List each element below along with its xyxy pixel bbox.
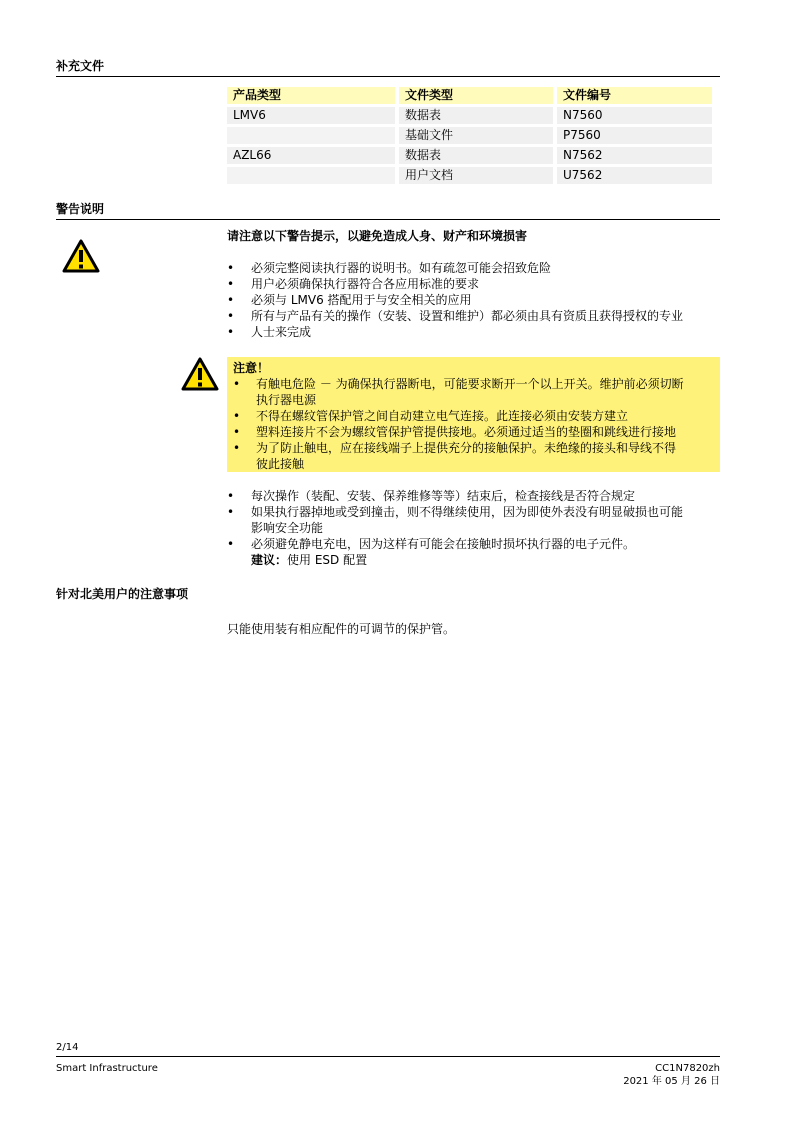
list-item-continuation — [233, 456, 712, 472]
footer-date: 2021 年 05 月 26 日 — [623, 1076, 720, 1087]
list-item-text: 影响安全功能 — [251, 521, 324, 535]
list-item-text: 执行器电源 — [256, 393, 317, 407]
north-america-text: 只能使用装有相应配件的可调节的保护管。 — [227, 622, 456, 636]
table-row — [227, 147, 712, 164]
note-title: 注意！ — [233, 361, 270, 375]
list-item: • 必须与 LMV6 搭配用于与安全相关的应用 — [227, 292, 720, 308]
list-item-continuation — [227, 520, 720, 536]
list-item: • 有触电危险 － 为确保执行器断电，可能要求断开一个以上开关。维护前必须切断 — [233, 376, 712, 392]
table-cell: U7562 — [557, 167, 712, 184]
section-heading-north-america: 针对北美用户的注意事项 — [56, 587, 189, 601]
table-cell: 数据表 — [399, 107, 553, 124]
table-row — [227, 167, 712, 184]
note-warning-triangle-icon — [181, 356, 219, 395]
table-cell: AZL66 — [227, 147, 395, 164]
recommendation-text: 使用 ESD 配置 — [287, 553, 368, 567]
warnings-heading: 请注意以下警告提示，以避免造成人身、财产和环境损害 — [227, 229, 528, 243]
table-header-cell: 产品类型 — [227, 87, 395, 104]
list-item-continuation — [233, 392, 712, 408]
table-cell: N7560 — [557, 107, 712, 124]
list-item: • 为了防止触电，应在接线端子上提供充分的接触保护。未绝缘的接头和导线不得 — [233, 440, 712, 456]
list-item: • 不得在螺纹管保护管之间自动建立电气连接。此连接必须由安装方建立 — [233, 408, 712, 424]
footer-doc-number: CC1N7820zh — [655, 1063, 720, 1074]
section-heading-warnings: 警告说明 — [56, 201, 720, 220]
table-cell — [227, 167, 395, 184]
after-warnings-list — [227, 488, 720, 568]
documents-table — [223, 84, 716, 187]
table-header-cell: 文件编号 — [557, 87, 712, 104]
recommendation-line — [227, 552, 720, 568]
list-item-text: 彼此接触 — [256, 457, 305, 471]
section-heading-supplementary: 补充文件 — [56, 58, 720, 77]
table-cell: 用户文档 — [399, 167, 553, 184]
list-item: • 如果执行器掉地或受到撞击，则不得继续使用，因为即使外表没有明显破损也可能 — [227, 504, 720, 520]
list-item: • 用户必须确保执行器符合各应用标准的要求 — [227, 276, 720, 292]
warning-triangle-icon — [62, 238, 100, 277]
table-cell: LMV6 — [227, 107, 395, 124]
table-header-cell: 文件类型 — [399, 87, 553, 104]
table-cell: 基础文件 — [399, 127, 553, 144]
table-row — [227, 127, 712, 144]
table-cell: P7560 — [557, 127, 712, 144]
table-row — [227, 107, 712, 124]
caution-note-box — [227, 357, 720, 472]
list-item: • 必须避免静电充电，因为这样有可能会在接触时损坏执行器的电子元件。 — [227, 536, 720, 552]
recommendation-label: 建议： — [251, 553, 288, 567]
list-item: • 所有与产品有关的操作（安装、设置和维护）都必须由具有资质且获得授权的专业 — [227, 308, 720, 324]
page-number: 2/14 — [56, 1042, 79, 1053]
list-item-text: 人士来完成 — [251, 325, 312, 339]
list-item: • 每次操作（装配、安装、保养维修等等）结束后，检查接线是否符合规定 — [227, 488, 720, 504]
table-cell: N7562 — [557, 147, 712, 164]
note-list — [233, 376, 712, 472]
footer-company: Smart Infrastructure — [56, 1063, 158, 1074]
table-cell — [227, 127, 395, 144]
footer-divider — [56, 1056, 720, 1057]
table-cell: 数据表 — [399, 147, 553, 164]
warnings-list — [227, 260, 720, 340]
list-item: • 必须完整阅读执行器的说明书。如有疏忽可能会招致危险 — [227, 260, 720, 276]
list-item-continuation — [227, 324, 720, 340]
table-header-row — [227, 87, 712, 104]
list-item: • 塑料连接片不会为螺纹管保护管提供接地。必须通过适当的垫圈和跳线进行接地 — [233, 424, 712, 440]
